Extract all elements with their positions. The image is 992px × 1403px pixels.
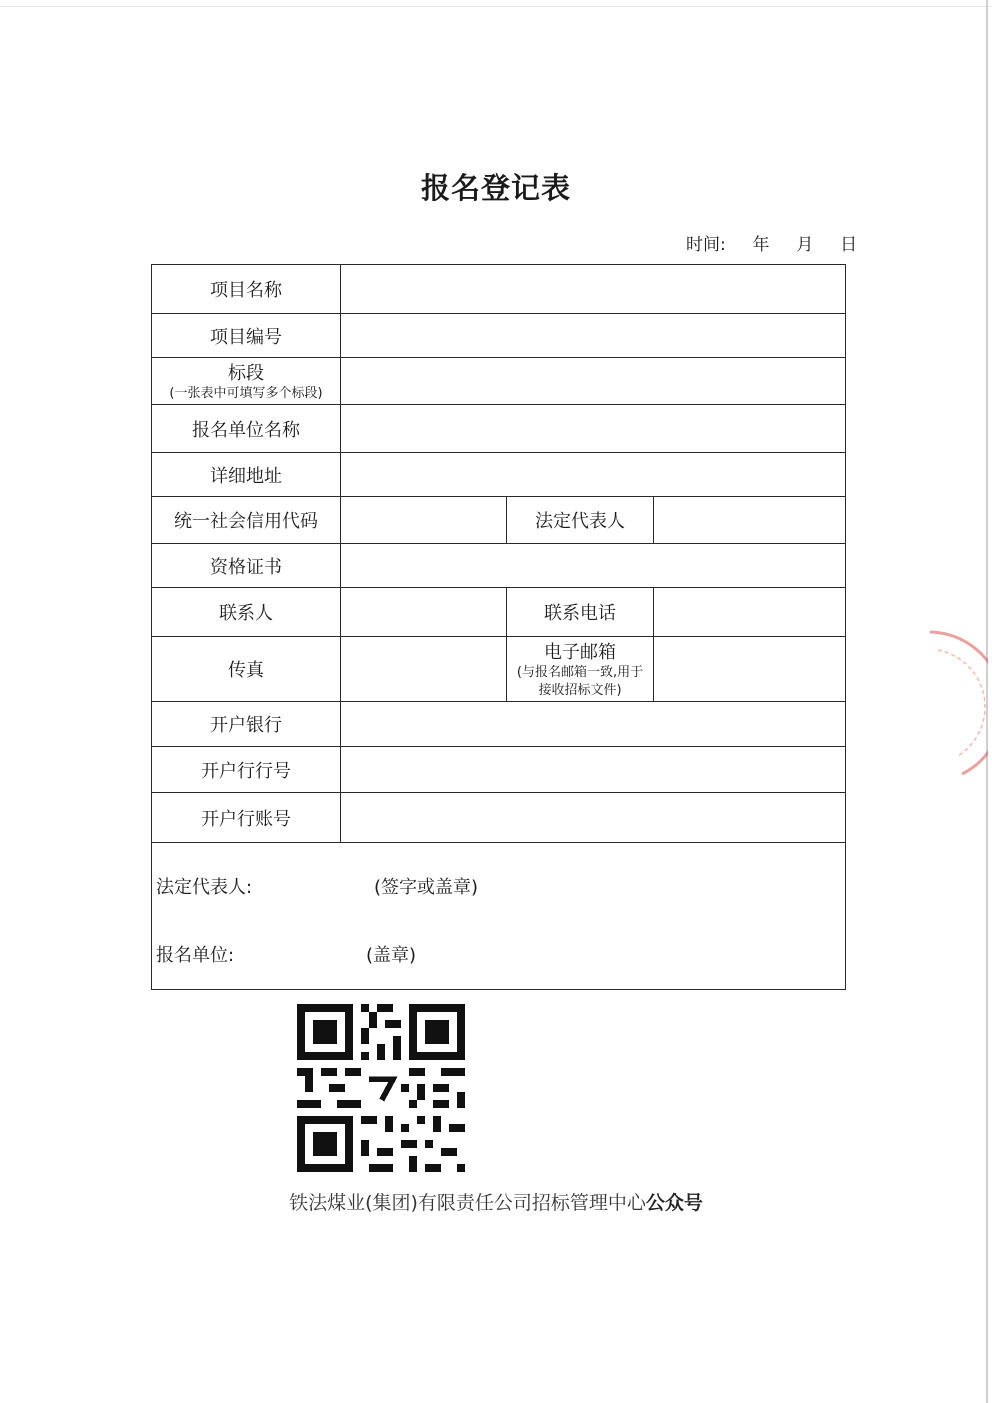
account-field[interactable] bbox=[341, 793, 846, 843]
project-number-field[interactable] bbox=[341, 314, 846, 358]
project-number-label: 项目编号 bbox=[152, 314, 341, 358]
applicant-name-field[interactable] bbox=[341, 405, 846, 453]
day-label: 日 bbox=[840, 235, 858, 255]
legal-signature-label: 法定代表人: bbox=[156, 877, 253, 898]
footer-org: 铁法煤业(集团)有限责任公司招标管理中心 bbox=[289, 1192, 646, 1214]
project-name-label: 项目名称 bbox=[152, 265, 341, 314]
applicant-name-label: 报名单位名称 bbox=[152, 405, 341, 453]
unit-stamp-label: 报名单位: bbox=[156, 945, 235, 966]
red-seal-partial-icon bbox=[928, 628, 988, 778]
qualification-field[interactable] bbox=[341, 544, 846, 588]
contact-label: 联系人 bbox=[152, 588, 341, 637]
date-line bbox=[686, 230, 857, 255]
email-field[interactable] bbox=[654, 637, 846, 702]
bank-number-label: 开户行行号 bbox=[152, 747, 341, 793]
phone-label: 联系电话 bbox=[507, 588, 654, 637]
registration-table bbox=[151, 264, 846, 990]
month-label: 月 bbox=[796, 235, 814, 255]
email-label: 电子邮箱 bbox=[544, 642, 616, 663]
fax-field[interactable] bbox=[341, 637, 507, 702]
qualification-label: 资格证书 bbox=[152, 544, 341, 588]
qr-code-icon bbox=[297, 1004, 465, 1172]
legal-rep-field[interactable] bbox=[654, 497, 846, 544]
unit-stamp-row bbox=[156, 941, 417, 967]
form-title: 报名登记表 bbox=[420, 171, 571, 205]
email-label-cell bbox=[507, 637, 654, 702]
unit-stamp-hint: (盖章) bbox=[366, 945, 417, 966]
address-field[interactable] bbox=[341, 453, 846, 497]
account-label: 开户行账号 bbox=[152, 793, 341, 843]
section-label-cell bbox=[152, 358, 341, 405]
fax-label: 传真 bbox=[152, 637, 341, 702]
bank-number-field[interactable] bbox=[341, 747, 846, 793]
signature-area bbox=[152, 843, 845, 989]
section-label: 标段 bbox=[228, 363, 264, 384]
section-field[interactable] bbox=[341, 358, 846, 405]
footer-caption bbox=[0, 1188, 992, 1215]
section-note: (一张表中可填写多个标段) bbox=[169, 386, 323, 401]
credit-code-field[interactable] bbox=[341, 497, 507, 544]
phone-field[interactable] bbox=[654, 588, 846, 637]
signature-cell bbox=[152, 843, 846, 990]
legal-rep-label: 法定代表人 bbox=[507, 497, 654, 544]
email-note: (与报名邮箱一致,用于接收招标文件) bbox=[516, 665, 644, 698]
bank-field[interactable] bbox=[341, 702, 846, 747]
time-label: 时间: bbox=[686, 235, 726, 255]
legal-signature-hint: (签字或盖章) bbox=[374, 877, 479, 898]
legal-signature-row bbox=[156, 873, 479, 899]
contact-field[interactable] bbox=[341, 588, 507, 637]
credit-code-label: 统一社会信用代码 bbox=[152, 497, 341, 544]
bank-label: 开户银行 bbox=[152, 702, 341, 747]
project-name-field[interactable] bbox=[341, 265, 846, 314]
footer-suffix: 公众号 bbox=[645, 1192, 703, 1214]
year-label: 年 bbox=[752, 235, 770, 255]
page-edge-top bbox=[0, 6, 992, 7]
address-label: 详细地址 bbox=[152, 453, 341, 497]
